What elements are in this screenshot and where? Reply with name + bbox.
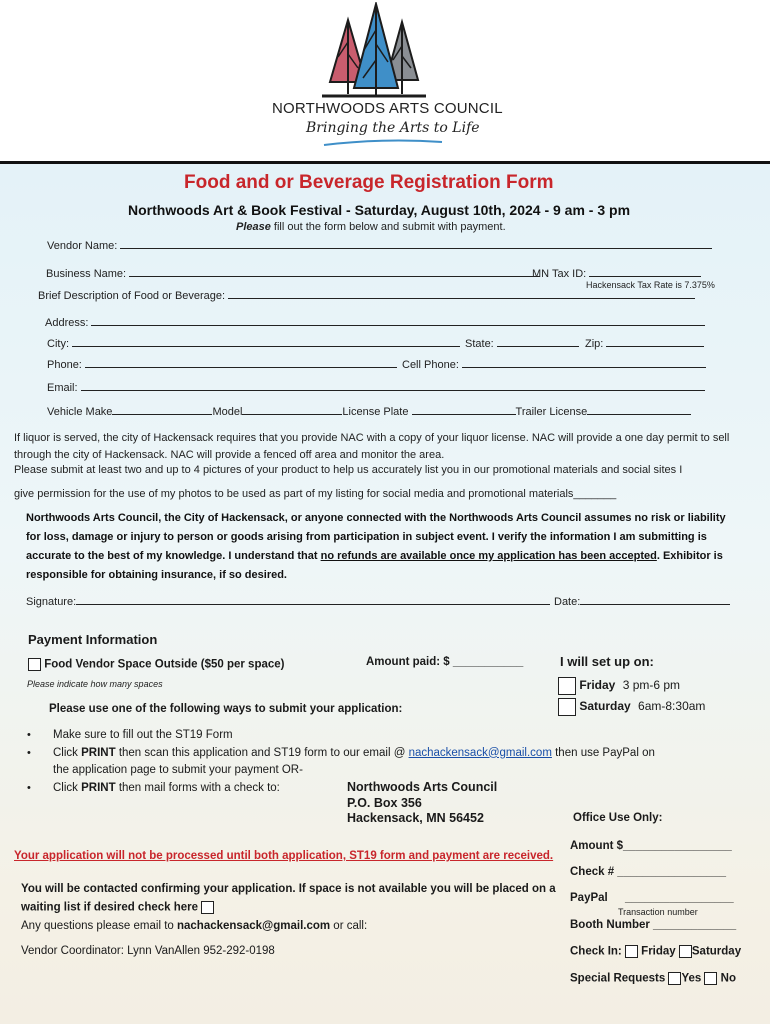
instruction-emphasis: Please — [236, 221, 271, 233]
office-special-requests — [570, 972, 736, 985]
license-plate-label: License Plate — [342, 406, 409, 418]
office-paypal-label: PayPal — [570, 892, 608, 904]
mail-org-name: Northwoods Arts Council — [347, 780, 498, 794]
liability-part2: . Exhibitor is responsible for obtaining insurance, if so desired. — [26, 550, 723, 581]
check-in-saturday-checkbox[interactable] — [679, 945, 692, 958]
way2-suffix: then use PayPal on — [551, 746, 655, 759]
food-vendor-space-checkbox[interactable] — [28, 658, 41, 671]
check-in-label: Check In: — [570, 945, 622, 958]
mail-city: Hackensack, MN 56452 — [347, 811, 484, 825]
org-name: NORTHWOODS ARTS COUNCIL — [272, 100, 503, 117]
phone-label: Phone: — [47, 359, 82, 371]
mailing-address — [347, 780, 497, 827]
questions-email[interactable]: nachackensack@gmail.com — [176, 920, 331, 932]
questions-suffix: or call: — [330, 920, 368, 932]
model-line[interactable] — [242, 404, 342, 415]
way3-prefix: Click — [53, 781, 82, 794]
office-booth-number: Booth Number _____________ — [570, 919, 737, 931]
pictures-notice: Please submit at least two and up to 4 pictures of your product to help us accurately list you in our promotional materials and social sites I — [14, 464, 683, 476]
payment-heading: Payment Information — [28, 632, 158, 647]
city-line[interactable] — [72, 336, 460, 347]
office-check-number: Check # _________________ — [570, 866, 727, 878]
liability-statement — [26, 509, 742, 585]
northwoods-trees-logo — [318, 2, 430, 98]
amount-paid[interactable]: Amount paid: $ ___________ — [366, 656, 524, 668]
model-label: Model — [212, 406, 243, 418]
setup-friday-option[interactable] — [558, 677, 680, 695]
phone-field[interactable] — [47, 357, 397, 371]
questions-line — [21, 920, 367, 932]
photo-permission: give permission for the use of my photos to be used as part of my listing for social media and promotional materials_______ — [14, 488, 617, 500]
no-refunds-text: no refunds are available once my application has been accepted — [320, 550, 657, 562]
cell-phone-line[interactable] — [462, 357, 706, 368]
special-requests-no-checkbox[interactable] — [704, 972, 717, 985]
zip-label: Zip: — [585, 338, 604, 350]
cell-phone-label: Cell Phone: — [402, 359, 459, 371]
special-requests-no-label: No — [720, 972, 737, 985]
special-requests-label: Special Requests — [570, 972, 666, 985]
check-in-saturday-label: Saturday — [691, 945, 742, 958]
contact-notice: You will be contacted confirming your application. If space is not available you will be placed on a — [21, 883, 556, 895]
description-label: Brief Description of Food or Beverage: — [38, 290, 226, 302]
state-label: State: — [465, 338, 494, 350]
address-label: Address: — [45, 317, 89, 329]
date-line[interactable] — [580, 594, 730, 605]
form-instruction — [236, 221, 506, 233]
trailer-license-label: Trailer License — [515, 406, 588, 418]
tagline-swoosh — [322, 138, 444, 148]
signature-field[interactable] — [26, 594, 550, 608]
check-in-friday-checkbox[interactable] — [625, 945, 638, 958]
mn-tax-id-field[interactable] — [532, 266, 701, 280]
questions-prefix: Any questions please email to — [21, 920, 177, 932]
way2-mid: then scan this application and ST19 form to our email @ — [115, 746, 409, 759]
zip-line[interactable] — [606, 336, 704, 347]
setup-saturday-label: Saturday — [579, 699, 631, 714]
vehicle-make-line[interactable] — [112, 404, 212, 415]
setup-heading: I will set up on: — [560, 654, 654, 669]
setup-friday-checkbox[interactable] — [558, 677, 576, 695]
city-label: City: — [47, 338, 69, 350]
signature-line[interactable] — [76, 594, 550, 605]
vendor-name-label: Vendor Name: — [47, 240, 118, 252]
zip-field[interactable] — [585, 336, 704, 350]
license-plate-line[interactable] — [412, 404, 516, 415]
special-requests-yes-checkbox[interactable] — [668, 972, 681, 985]
food-vendor-space-option[interactable] — [28, 658, 285, 671]
vehicle-make-label: Vehicle Make — [47, 406, 113, 418]
setup-saturday-time: 6am-8:30am — [638, 699, 706, 714]
email-label: Email: — [47, 382, 78, 394]
mn-tax-id-label: MN Tax ID: — [532, 268, 587, 280]
email-link[interactable]: nachackensack@gmail.com — [408, 746, 552, 759]
way-item-email — [53, 745, 655, 763]
mail-po-box: P.O. Box 356 — [347, 795, 422, 810]
header — [0, 0, 770, 162]
office-paypal-line: _________________ — [624, 892, 734, 904]
way2-prefix: Click — [53, 746, 82, 759]
special-requests-yes-label: Yes — [681, 972, 702, 985]
state-line[interactable] — [497, 336, 579, 347]
waiting-list-checkbox[interactable] — [201, 901, 214, 914]
instruction-text: fill out the form below and submit with payment. — [270, 221, 506, 233]
vendor-name-line[interactable] — [120, 238, 712, 249]
state-field[interactable] — [465, 336, 579, 350]
setup-friday-label: Friday — [579, 678, 616, 693]
vendor-name-field[interactable] — [47, 238, 712, 252]
way-item-st19: • Make sure to fill out the ST19 Form — [53, 727, 655, 745]
email-line[interactable] — [81, 380, 705, 391]
tax-rate-note: Hackensack Tax Rate is 7.375% — [586, 280, 715, 290]
form-title: Food and or Beverage Registration Form — [184, 172, 554, 193]
way3-suffix: then mail forms with a check to: — [115, 781, 280, 794]
address-line[interactable] — [91, 315, 705, 326]
setup-friday-time: 3 pm-6 pm — [622, 678, 681, 693]
description-line[interactable] — [228, 288, 695, 299]
way2-print: PRINT — [81, 746, 116, 759]
signature-label: Signature: — [26, 596, 77, 608]
mn-tax-id-line[interactable] — [589, 266, 701, 277]
waiting-list-label: waiting list if desired check here — [21, 901, 199, 914]
city-field[interactable] — [47, 336, 460, 350]
processing-warning: Your application will not be processed until both application, ST19 form and payment are received. — [14, 850, 554, 862]
transaction-number-note: Transaction number — [618, 907, 698, 917]
vendor-coordinator: Vendor Coordinator: Lynn VanAllen 952-292-0198 — [21, 945, 275, 957]
address-field[interactable] — [45, 315, 705, 329]
office-check-in — [570, 945, 741, 958]
form-subtitle: Northwoods Art & Book Festival - Saturday, August 10th, 2024 - 9 am - 3 pm — [128, 202, 631, 218]
business-name-line[interactable] — [129, 266, 540, 277]
trailer-license-line[interactable] — [587, 404, 691, 415]
office-use-heading: Office Use Only: — [573, 812, 663, 824]
date-label: Date: — [554, 596, 581, 608]
office-amount: Amount $_________________ — [570, 840, 732, 852]
waiting-list-option[interactable] — [21, 901, 214, 914]
description-field[interactable] — [38, 288, 695, 302]
business-name-field[interactable] — [46, 266, 540, 280]
tagline: Bringing the Arts to Life — [306, 120, 480, 136]
cell-phone-field[interactable] — [402, 357, 706, 371]
check-in-friday-label: Friday — [641, 945, 676, 958]
vehicle-row[interactable] — [47, 404, 691, 418]
email-field[interactable] — [47, 380, 705, 394]
ways-heading: Please use one of the following ways to submit your application: — [49, 703, 403, 715]
setup-saturday-checkbox[interactable] — [558, 698, 576, 716]
office-paypal — [570, 892, 734, 904]
business-name-label: Business Name: — [46, 268, 127, 280]
way-item-email-line2: the application page to submit your payment OR- — [53, 764, 303, 776]
setup-saturday-option[interactable] — [558, 698, 705, 716]
liquor-notice: If liquor is served, the city of Hackensack requires that you provide NAC with a copy of your liquor license. NAC will provide a one day permit to sell through the city of Hackensack. NAC will provide a fenced off area and monitor the area. — [14, 432, 730, 461]
food-vendor-space-label: Food Vendor Space Outside ($50 per space) — [44, 658, 285, 671]
phone-line[interactable] — [85, 357, 397, 368]
indicate-spaces-note: Please indicate how many spaces — [27, 679, 163, 689]
way3-print: PRINT — [81, 781, 116, 794]
date-field[interactable] — [554, 594, 730, 608]
liability-part1: Northwoods Arts Council, the City of Hackensack, or anyone connected with the Northwoods Arts Council assumes no risk or liability for loss, damage or injury to person or goods arising from participation in subject event. I verify the information I am submitting is accurate to the best of my knowledge. I understand that — [26, 512, 726, 562]
